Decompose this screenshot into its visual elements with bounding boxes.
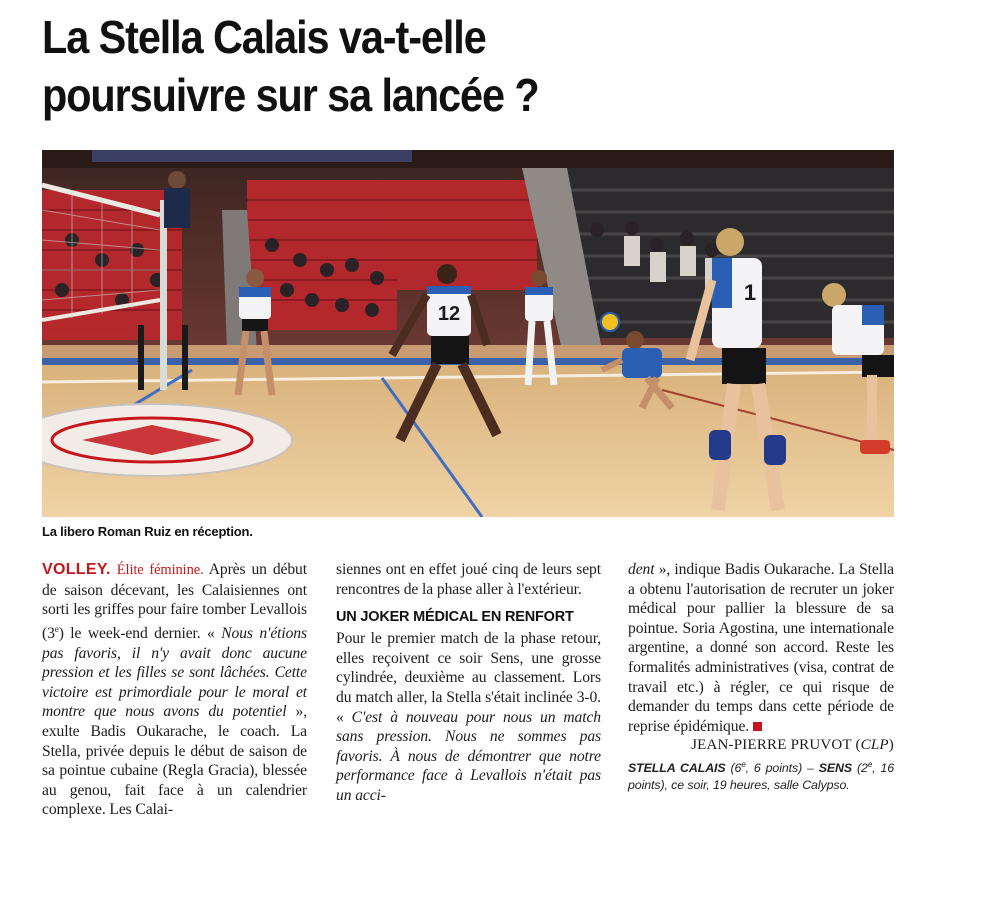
match-info: STELLA CALAIS (6e, 6 points) – SENS (2e, 16 points), ce soir, 19 heures, salle Calypso. — [628, 759, 895, 793]
col1-quote: Nous n'étions pas favoris, il n'y avait donc aucune pression et les filles se sont lâchées. Cette victoire est primordiale pour le moral et montre que nous avons du potentiel — [42, 624, 307, 721]
team-2-name: SENS — [818, 761, 853, 776]
section-kicker: VOLLEY. — [42, 561, 111, 578]
team-1-name: STELLA CALAIS — [628, 761, 726, 776]
volleyball-scene-illustration — [42, 150, 894, 517]
jersey-number-12: 12 — [437, 303, 461, 325]
col2-text-1: siennes ont en effet joué cinq de leurs sept rencontres de la phase aller à l'extérieur. — [336, 561, 601, 598]
article-byline: JEAN-PIERRE PRUVOT (CLP) — [691, 737, 894, 754]
headline-line-2: poursuivre sur sa lancée ? — [42, 69, 539, 121]
col2-quote: C'est à nouveau pour nous un match sans pression. Nous ne sommes pas favoris. À nous de démontrer que notre performance face à Levallois n'était pas un acci- — [336, 708, 601, 804]
col3-quote: dent — [628, 561, 655, 578]
article-column-3 — [628, 560, 894, 794]
article-photo — [42, 150, 894, 517]
col1-sup: e — [54, 623, 59, 634]
photo-caption: La libero Roman Ruiz en réception. — [42, 524, 253, 539]
end-mark-square — [753, 722, 762, 731]
article-column-1 — [42, 560, 307, 820]
jersey-number-1: 1 — [743, 280, 757, 305]
byline-agency: CLP — [860, 737, 889, 754]
volleyball — [601, 313, 619, 331]
section-rubric: Élite féminine. — [116, 562, 204, 578]
article-headline — [42, 8, 852, 124]
col1-text-2: ) le week-end dernier. « — [58, 624, 215, 642]
col2-text-2: Pour le premier match de la phase retour, elles reçoivent ce soir Sens, une grosse cylindrée, deuxième au classement. Lors du match aller, la Stella s'était inclinée 3-0. « — [336, 630, 601, 726]
headline-line-1: La Stella Calais va-t-elle — [42, 11, 486, 63]
col3-text-1: », indique Badis Oukarache. La Stella a obtenu l'autorisation de recruter un joker médical pour pallier la blessure de sa pointue. Soria Agostina, une internationale argentine, a donné son accord. Reste les formalités administratives (visa, contrat de travail etc.) à régler, ce qui risque de demander du temps dans cette période de reprise épidémique. — [628, 561, 894, 735]
article-subhead: UN JOKER MÉDICAL EN RENFORT — [336, 609, 574, 626]
col1-text-3: », exulte Badis Oukarache, le coach. La Stella, privée depuis le début de saison de sa pointue cubaine (Regla Gracia), blessée au genou, fait face à un calendrier complexe. Les Calai- — [42, 703, 307, 819]
col1-text-1: Après un début de saison décevant, les Calaisiennes ont sorti les griffes pour faire tomber Levallois (3 — [42, 561, 307, 642]
article-column-2 — [336, 560, 601, 806]
